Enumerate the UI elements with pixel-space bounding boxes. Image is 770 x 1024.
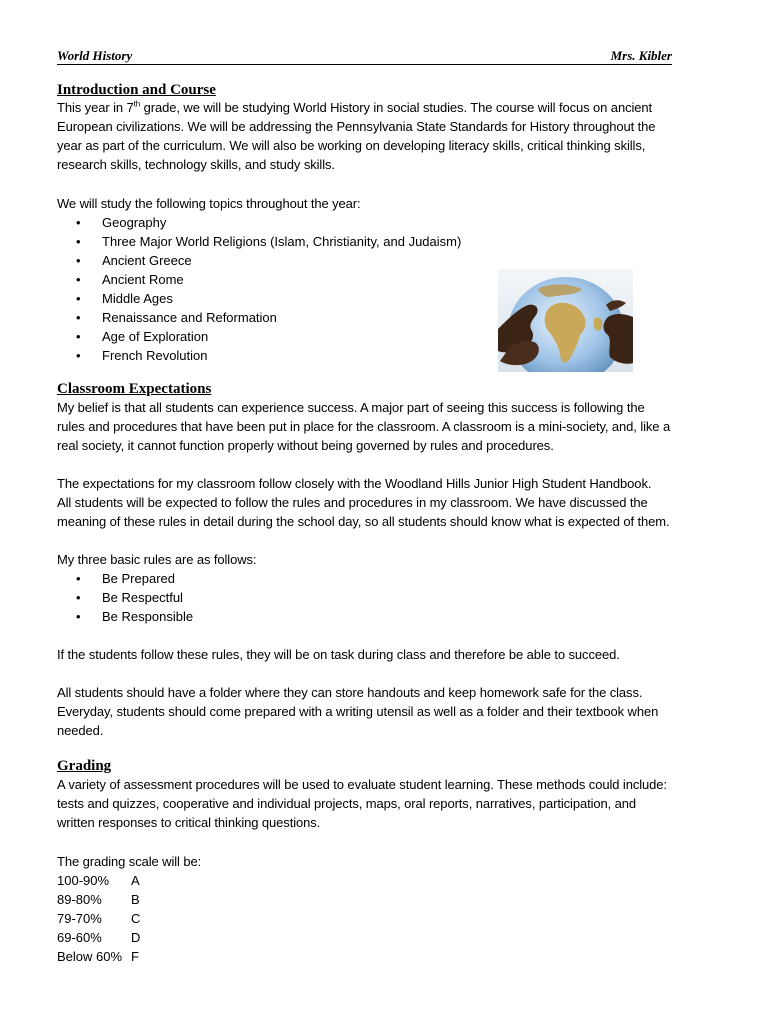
list-item: • Geography: [76, 215, 167, 230]
grading-scale-table: [57, 871, 140, 966]
intro-line-1: This year in 7th grade, we will be studying World History in social studies. The course will focus on ancient: [57, 99, 653, 115]
expectations-paragraph-3: If the students follow these rules, they will be on task during class and therefore be able to succeed.: [57, 647, 620, 662]
list-item: • Be Respectful: [76, 590, 183, 605]
grading-heading: Grading: [57, 758, 112, 774]
intro-line-4: research skills, technology skills, and study skills.: [57, 157, 335, 172]
expectations-heading: Classroom Expectations: [57, 381, 212, 397]
list-item: • Middle Ages: [76, 291, 173, 306]
expectations-paragraph-2: The expectations for my classroom follow closely with the Woodland Hills Junior High Student Handbook. All students will be expected to follow the rules and procedures in my classroom. We have discussed the meaning of these rules in detail during the school day, so all students should know what is expected of them.: [57, 476, 670, 529]
list-item: • Be Prepared: [76, 571, 175, 586]
list-item: • Renaissance and Reformation: [76, 310, 277, 325]
table-row: 100-90% A: [57, 873, 140, 888]
intro-heading: Introduction and Course: [57, 82, 216, 98]
course-title: World History: [57, 48, 133, 63]
grading-scale-intro: The grading scale will be:: [57, 854, 202, 869]
intro-paragraph: [57, 98, 737, 174]
intro-line-2: European civilizations. We will be addressing the Pennsylvania State Standards for History throughout the: [57, 119, 656, 134]
topics-list: [76, 213, 461, 365]
list-item: • French Revolution: [76, 348, 208, 363]
rules-intro: My three basic rules are as follows:: [57, 552, 257, 567]
grading-paragraph: A variety of assessment procedures will be used to evaluate student learning. These methods could include: tests and quizzes, cooperative and individual projects, maps, oral reports, narratives, participation, and written responses to critical thinking questions.: [57, 777, 667, 830]
expectations-paragraph-4: All students should have a folder where they can store handouts and keep homework safe for the class. Everyday, students should come prepared with a writing utensil as well as a folder and their textbook when needed.: [57, 685, 659, 738]
list-item: • Three Major World Religions (Islam, Christianity, and Judaism): [76, 234, 462, 249]
globe-hands-image: [498, 269, 633, 372]
list-item: • Be Responsible: [76, 609, 194, 624]
page-header: [57, 48, 672, 65]
table-row: 69-60% D: [57, 930, 141, 945]
list-item: • Ancient Rome: [76, 272, 184, 287]
list-item: • Ancient Greece: [76, 253, 192, 268]
table-row: 79-70% C: [57, 911, 141, 926]
table-row: Below 60% F: [57, 949, 139, 964]
topics-intro: We will study the following topics throughout the year:: [57, 196, 361, 211]
rules-list: [76, 569, 193, 626]
teacher-name: Mrs. Kibler: [610, 48, 672, 63]
list-item: • Age of Exploration: [76, 329, 209, 344]
intro-line-3: year as part of the curriculum. We will also be working on developing literacy skills, critical thinking skills,: [57, 138, 646, 153]
table-row: 89-80% B: [57, 892, 140, 907]
expectations-paragraph-1: My belief is that all students can experience success. A major part of seeing this success is following the rules and procedures that have been put in place for the classroom. A classroom is a mini-society, and, like a real society, it cannot function properly without being governed by rules and procedures.: [57, 400, 671, 453]
